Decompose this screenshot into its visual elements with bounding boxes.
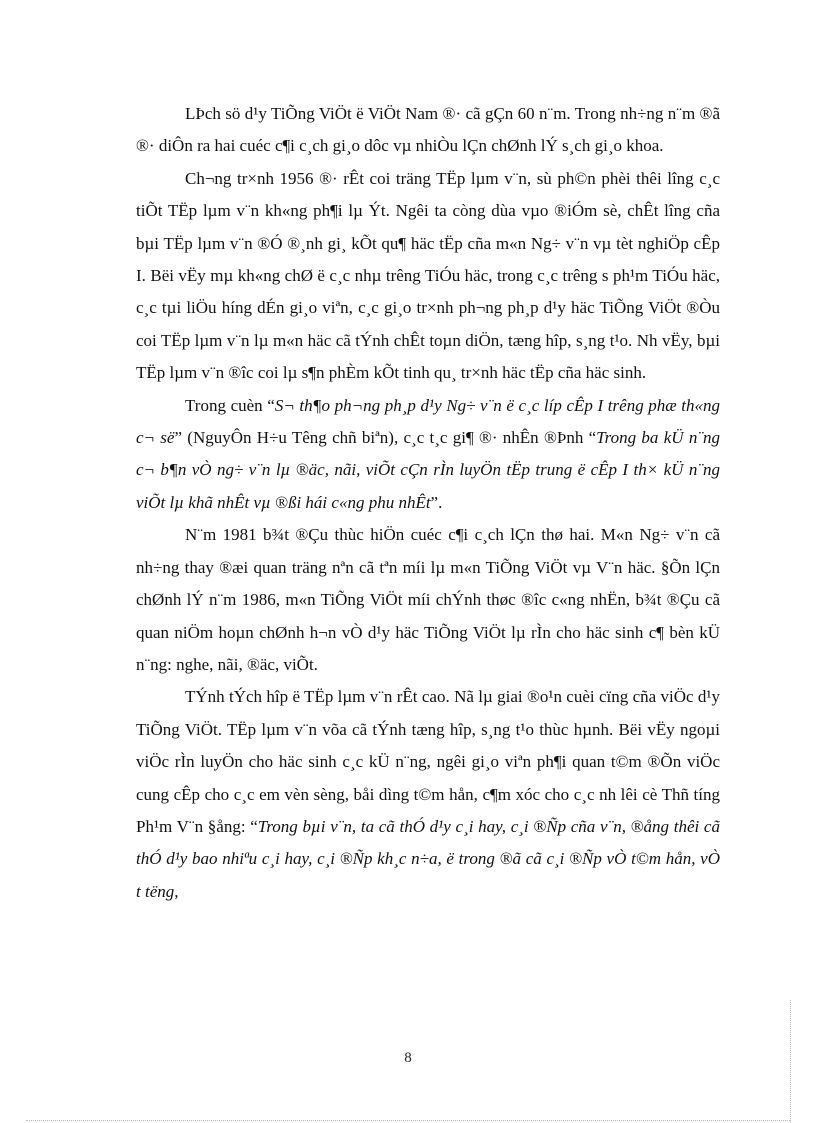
paragraph-2: Ch¬ng tr×nh 1956 ®· rÊt coi träng TËp lµm v¨n, sù ph©n phèi thêi lîng c¸c tiÕt TËp lµm v¨n kh«ng ph¶i lµ Ýt. Ngêi ta còng dùa vµo ®iÓm sè, chÊt lîng cña bµi TËp lµm v¨n ®Ó ®¸nh gi¸ kÕt qu¶ häc tËp cña m«n Ng÷ v¨n vµ tèt nghiÖp cÊp I. Bëi vËy mµ kh«ng chØ ë c¸c nhµ trêng TiÓu häc, trong c¸c trêng s ph¹m TiÓu häc, c¸c tµi liÖu híng dÉn gi¸o viªn, c¸c gi¸o tr×nh ph¬ng ph¸p d¹y häc TiÕng ViÖt ®Òu coi TËp lµm v¨n lµ m«n häc cã tÝnh chÊt toµn diÖn, tæng hîp, s¸ng t¹o. Nh vËy, bµi TËp lµm v¨n ®îc coi lµ s¶n phÈm kÕt tinh qu¸ tr×nh häc tËp cña häc sinh. [136, 168, 720, 383]
quotation-1: Trong ba kÜ n¨ng c¬ b¶n vÒ ng÷ v¨n lµ ®äc, nãi, viÕt cÇn rÌn luyÖn tËp trung ë cÊp I th× kÜ n¨ng viÕt lµ khã nhÊt vµ ®ßi hái c«ng phu nhÊt [136, 428, 720, 512]
side-dotted-border [790, 1000, 791, 1123]
paragraph-4: N¨m 1981 b¾t ®Çu thùc hiÖn cuéc c¶i c¸ch lÇn thø hai. M«n Ng÷ v¨n cã nh÷ng thay ®æi quan träng nªn cã tªn míi lµ m«n TiÕng ViÖt vµ V¨n häc. §Õn lÇn chØnh lÝ n¨m 1986, m«n TiÕng ViÖt míi chÝnh thøc ®îc c«ng nhËn, b¾t ®Çu cã quan niÖm hoµn chØnh h¬n vÒ d¹y häc TiÕng ViÖt lµ rÌn cho häc sinh c¶ bèn kÜ n¨ng: nghe, nãi, ®äc, viÕt. [136, 525, 720, 674]
book-title: S¬ th¶o ph¬ng ph¸p d¹y Ng÷ v¨n ë c¸c líp cÊp I trêng phæ th«ng c¬ së [136, 395, 720, 448]
quotation-2: Trong bµi v¨n, ta cã thÓ d¹y c¸i hay, c¸i ®Ñp cña v¨n, ®ång thêi cã thÓ d¹y bao nhiªu c¸i hay, c¸i ®Ñp kh¸c n÷a, ë trong ®ã cã c¸i ®Ñp vÒ t©m hån, vÒ t tëng, [136, 816, 720, 901]
paragraph-3-middle: ” (NguyÔn H÷u Têng chñ biªn), c¸c t¸c gi¶ ®· nhÊn ®Þnh “ [174, 428, 597, 448]
paragraph-3-end: ”. [430, 492, 443, 512]
page-number: 8 [404, 1050, 412, 1066]
paragraph-3-intro: Trong cuèn “ [185, 395, 275, 415]
bottom-dotted-border [26, 1120, 790, 1121]
paragraph-5 [136, 681, 720, 908]
paragraph-5-intro: TÝnh tÝch hîp ë TËp lµm v¨n rÊt cao. Nã lµ giai ®o¹n cuèi cïng cña viÖc d¹y TiÕng ViÖt. TËp lµm v¨n võa cã tÝnh tæng hîp, s¸ng t¹o thùc hµnh. Bëi vËy ngoµi viÖc rÌn luyÖn cho häc sinh c¸c kÜ n¨ng, ngêi gi¸o viªn ph¶i quan t©m ®Õn viÖc cung cÊp cho c¸c em vèn sèng, båi dìng t©m hån, c¶m xóc cho c¸c nh lêi cè Thñ tíng Ph¹m V¨n §ång: “ [136, 687, 720, 836]
paragraph-3 [136, 390, 720, 520]
body-text [136, 98, 720, 908]
paragraph-1: LÞch sö d¹y TiÕng ViÖt ë ViÖt Nam ®· cã gÇn 60 n¨m. Trong nh÷ng n¨m ®ã ®· diÔn ra hai cuéc c¶i c¸ch gi¸o dôc vµ nhiÒu lÇn chØnh lÝ s¸ch gi¸o khoa. [136, 104, 720, 156]
